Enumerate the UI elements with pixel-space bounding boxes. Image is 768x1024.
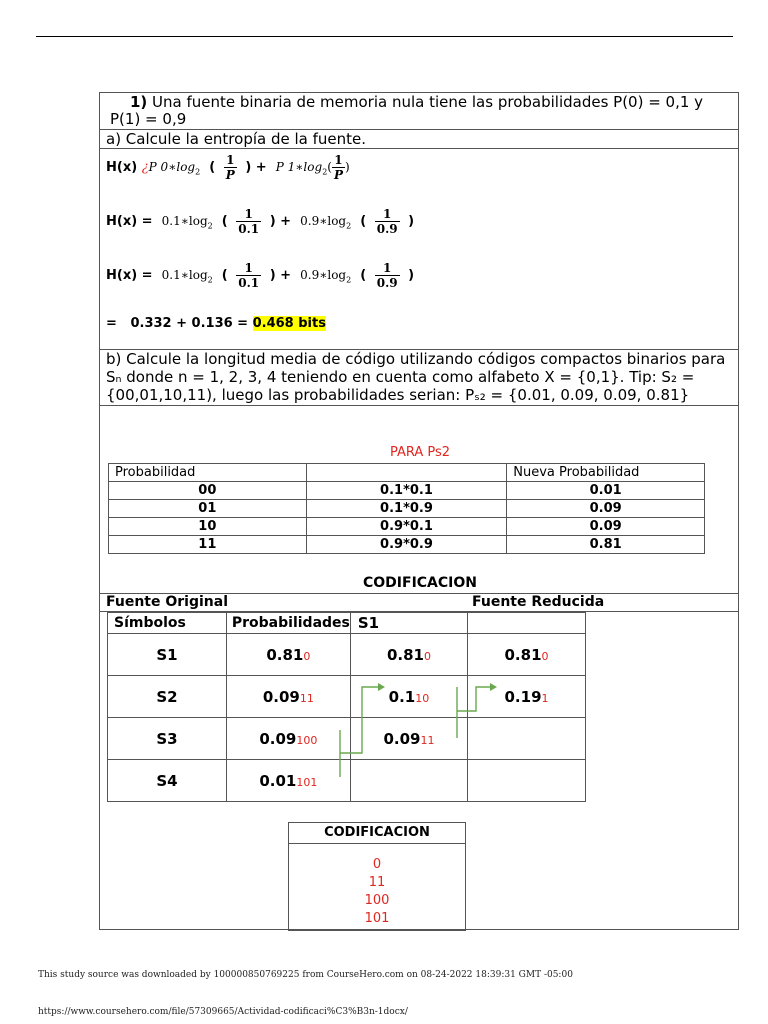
code-suffix: 0 bbox=[303, 649, 311, 663]
codes-list bbox=[289, 844, 465, 928]
numerator: 1 bbox=[332, 153, 345, 168]
code-suffix: 0 bbox=[541, 649, 549, 663]
step1-base-2: 2 bbox=[346, 221, 352, 231]
prob-value: 0.09 bbox=[259, 729, 297, 748]
exercise-box bbox=[99, 92, 739, 930]
prob-value: 0.81 bbox=[266, 645, 304, 664]
step2-term-2: 0.9∗log bbox=[300, 268, 347, 282]
result-prefix: = 0.332 + 0.136 = bbox=[106, 316, 253, 331]
symbol-cell: S2 bbox=[108, 676, 227, 718]
codes-box-title: CODIFICACION bbox=[289, 823, 465, 844]
step1-close: ) bbox=[408, 214, 415, 229]
formula-open-1: ( bbox=[209, 160, 216, 175]
code-item: 0 bbox=[372, 857, 382, 872]
formula-open-2: ( bbox=[327, 160, 332, 174]
code-suffix: 1 bbox=[541, 691, 549, 705]
prob-value: 0.01 bbox=[259, 771, 297, 790]
ps2-code: 10 bbox=[109, 518, 307, 536]
part-b-line-2: Sₙ donde n = 1, 2, 3, 4 teniendo en cuenta como alfabeto X = {0,1}. Tip: S₂ = bbox=[106, 368, 695, 386]
numerator: 1 bbox=[236, 261, 261, 276]
codification-title: CODIFICACION bbox=[363, 575, 477, 591]
original-source-label: Fuente Original bbox=[106, 594, 228, 610]
code-item: 101 bbox=[364, 911, 390, 926]
ps2-header-probabilidad: Probabilidad bbox=[109, 464, 307, 482]
ps2-value: 0.09 bbox=[507, 518, 705, 536]
ps2-value: 0.09 bbox=[507, 500, 705, 518]
formula-close: ) bbox=[345, 160, 350, 174]
step2-base: 2 bbox=[207, 275, 213, 285]
merge-arrows bbox=[100, 93, 740, 931]
formula-lhs: H(x) bbox=[106, 160, 138, 175]
code-item: 100 bbox=[364, 893, 390, 908]
denominator: P bbox=[225, 168, 235, 182]
formula-symbol: ¿ bbox=[141, 160, 149, 175]
formula-base-1: 2 bbox=[195, 167, 201, 177]
reduced2-value: 0.19 bbox=[504, 687, 542, 706]
formula-base-2: 2 bbox=[322, 167, 328, 177]
code-suffix: 100 bbox=[296, 733, 318, 747]
exercise-number: 1) bbox=[130, 93, 148, 111]
step1-plus: ) + bbox=[269, 214, 292, 229]
denominator: 0.9 bbox=[376, 222, 398, 236]
ps2-caption: PARA Ps2 bbox=[389, 445, 451, 460]
part-b-line-1: b) Calcule la longitud media de código utilizando códigos compactos binarios para bbox=[106, 350, 726, 368]
statement-line-1: Una fuente binaria de memoria nula tiene las probabilidades P(0) = 0,1 y bbox=[152, 93, 704, 111]
numerator: 1 bbox=[375, 207, 400, 222]
formula-term-2: P 1∗log bbox=[275, 160, 323, 174]
part-a-question: a) Calcule la entropía de la fuente. bbox=[106, 130, 367, 148]
formula-term-1: P 0∗log bbox=[148, 160, 196, 174]
code-suffix: 11 bbox=[299, 691, 314, 705]
symbol-cell: S1 bbox=[108, 634, 227, 676]
statement-line-2: P(1) = 0,9 bbox=[110, 110, 187, 128]
prob-value: 0.09 bbox=[262, 687, 300, 706]
download-notice: This study source was downloaded by 100000850769225 from CourseHero.com on 08-24-2022 18:39:31 GMT -05:00 bbox=[38, 970, 573, 980]
step2-lhs: H(x) = bbox=[106, 268, 153, 283]
ps2-value: 0.01 bbox=[507, 482, 705, 500]
code-suffix: 101 bbox=[296, 775, 318, 789]
code-suffix: 10 bbox=[415, 691, 430, 705]
step2-term-1: 0.1∗log bbox=[161, 268, 208, 282]
step2-plus: ) + bbox=[269, 268, 292, 283]
header-simbolos: Símbolos bbox=[108, 613, 227, 634]
reduced2-value: 0.81 bbox=[504, 645, 542, 664]
ps2-code: 00 bbox=[109, 482, 307, 500]
formula-plus: ) + bbox=[245, 160, 267, 175]
symbol-cell: S4 bbox=[108, 760, 227, 802]
code-suffix: 11 bbox=[420, 733, 435, 747]
ps2-product: 0.1*0.1 bbox=[306, 482, 507, 500]
numerator: 1 bbox=[224, 153, 237, 168]
reduced1-value: 0.1 bbox=[388, 687, 416, 706]
ps2-code: 11 bbox=[109, 536, 307, 554]
step1-open-2: ( bbox=[360, 214, 367, 229]
ps2-value: 0.81 bbox=[507, 536, 705, 554]
merge-connector-1 bbox=[340, 687, 378, 753]
reduced-source-label: Fuente Reducida bbox=[472, 594, 605, 610]
step2-open: ( bbox=[221, 268, 228, 283]
merge-arrow-2 bbox=[457, 683, 497, 738]
symbol-cell: S3 bbox=[108, 718, 227, 760]
step1-term-1: 0.1∗log bbox=[161, 214, 208, 228]
denominator: 0.1 bbox=[238, 222, 260, 236]
arrowhead-1 bbox=[378, 683, 385, 691]
header-probabilidades: Probabilidades bbox=[226, 613, 350, 634]
step1-open: ( bbox=[221, 214, 228, 229]
denominator: 0.1 bbox=[238, 276, 260, 290]
code-item: 11 bbox=[368, 875, 386, 890]
merge-arrow-1 bbox=[340, 683, 385, 777]
step1-term-2: 0.9∗log bbox=[300, 214, 347, 228]
merge-connector-2 bbox=[457, 687, 490, 711]
code-suffix: 0 bbox=[423, 649, 431, 663]
step2-close: ) bbox=[408, 268, 415, 283]
codes-box bbox=[288, 822, 466, 931]
ps2-code: 01 bbox=[109, 500, 307, 518]
ps2-product: 0.9*0.1 bbox=[306, 518, 507, 536]
step2-base-2: 2 bbox=[346, 275, 352, 285]
denominator: P bbox=[333, 168, 343, 182]
ps2-header-nueva: Nueva Probabilidad bbox=[507, 464, 705, 482]
denominator: 0.9 bbox=[376, 276, 398, 290]
arrowhead-2 bbox=[490, 683, 497, 691]
reduced1-value: 0.09 bbox=[383, 729, 421, 748]
ps2-product: 0.1*0.9 bbox=[306, 500, 507, 518]
top-rule bbox=[36, 36, 733, 37]
numerator: 1 bbox=[236, 207, 261, 222]
step1-lhs: H(x) = bbox=[106, 214, 153, 229]
source-url[interactable]: https://www.coursehero.com/file/57309665/Actividad-codificaci%C3%B3n-1docx/ bbox=[38, 1007, 408, 1017]
step2-open-2: ( bbox=[360, 268, 367, 283]
step1-base: 2 bbox=[207, 221, 213, 231]
part-b-line-3: {00,01,10,11), luego las probabilidades serian: Pₛ₂ = {0.01, 0.09, 0.09, 0.81} bbox=[106, 386, 690, 404]
numerator: 1 bbox=[375, 261, 400, 276]
reduced1-value: 0.81 bbox=[386, 645, 424, 664]
ps2-product: 0.9*0.9 bbox=[306, 536, 507, 554]
result-highlight: 0.468 bits bbox=[252, 316, 326, 331]
header-s1: S1 bbox=[350, 613, 467, 634]
